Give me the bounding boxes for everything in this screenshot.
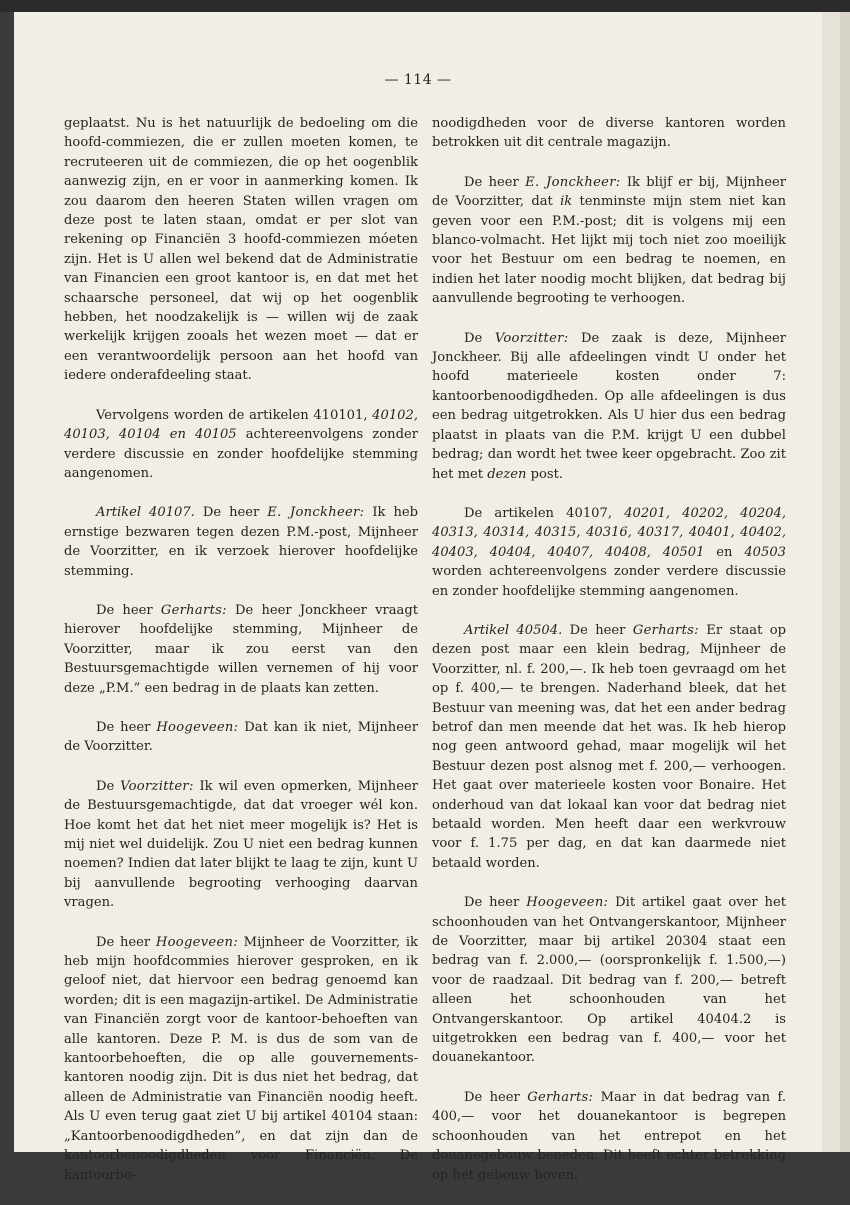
text: De heer (562, 622, 633, 638)
text: Maar in dat bedrag van f. 400,— voor het douanekantoor is begrepen schoonhouden van het entrepot en het douanegebouw beneden. Dit heeft echter betrekking op het gebouw boven. (432, 1089, 786, 1183)
speaker-name: Gerharts: (632, 622, 699, 638)
speaker-name: Hoogeveen: (526, 895, 609, 911)
text: en (704, 544, 745, 560)
paragraph (432, 173, 786, 309)
text: De (464, 330, 495, 346)
text: De heer (464, 174, 526, 190)
text: De heer (194, 505, 268, 521)
page-edge-shadow (840, 12, 850, 1152)
speaker-name: Gerharts: (160, 602, 227, 618)
text: Dit artikel gaat over het schoonhouden van het Ontvangerskantoor, Mijnheer de Voorzitter, maar bij artikel 20304 staat een bedrag van f. 2.000,— (oorspronkelijk f. 1.500,—) voor de raadzaal. Dit bedrag van f. 200,— betreft alleen het schoonhouden van het Ontvangerskantoor. Op artikel 40404.2 is uitgetrokken een bedrag van f. 400,— voor het douanekantoor. (432, 895, 786, 1066)
paragraph (64, 777, 418, 913)
text: De (96, 778, 121, 794)
paragraph: noodigdheden voor de diverse kantoren worden betrokken uit dit centrale magazijn. (432, 116, 786, 151)
page-edge (822, 12, 840, 1152)
paragraph (64, 503, 418, 581)
emphasis: dezen (487, 466, 527, 482)
text: Ik blijf er bij, Mijnheer de Voorzitter, dat (432, 174, 786, 210)
speaker-name: Hoogeveen: (156, 719, 239, 735)
paragraph (64, 933, 418, 1185)
text: De heer (96, 719, 157, 735)
paragraph (432, 893, 786, 1068)
text: Er staat op dezen post maar een klein bedrag, Mijnheer de Voorzitter, nl. f. 200,—. Ik heb toen gevraagd om het op f. 400,— te brengen. Naderhand bleek, dat het Bestuur van meening was, dat het een ander bedrag betrof dan men meende dat het was. Ik heb hierop nog geen antwoord gehad, maar mogelijk wil het Bestuur dezen post alsnog met f. 200,— verhoogen. Het gaat over materieele kosten voor Bonaire. Het onderhoud van dat lokaal kan voor dat bedrag niet betaald worden. Men heeft daar een werkvrouw voor f. 1.75 per dag, en dat kan daarmede niet betaald worden. (432, 622, 786, 871)
text: Mijnheer de Voorzitter, ik heb mijn hoofdcommies hierover gesproken, en ik geloof niet, dat hiervoor een bedrag genoemd kan worden; dit is een magazijn-artikel. De Administratie van Financiën zorgt voor de kantoor-behoeften van alle kantoren. Deze P. M. is dus de som van de kantoorbehoeften, die op alle gouvernements-kantoren noodig zijn. Dit is dus niet het bedrag, dat alleen de Administratie van Financiën noodig heeft. Als U even terug gaat ziet U bij artikel 40104 staan: „Kantoorbenoodigdheden”, en dat zijn dan de kantoorbenoodigdheden voor Financiën. De kantoorbe- (64, 934, 418, 1183)
text: Ik heb ernstige bezwaren tegen dezen P.M.-post, Mijnheer de Voorzitter, en ik verzoek hierover hoofdelijke stemming. (64, 505, 419, 579)
left-column (64, 114, 418, 1205)
paragraph (432, 504, 786, 601)
paragraph: geplaatst. Nu is het natuurlijk de bedoeling om die hoofd-commiezen, die er zullen moeten komen, te recruteeren uit de commiezen, die op het oogenblik aanwezig zijn, en er voor in aanmerking komen. Ik zou daarom den heeren Staten willen vragen om deze post te laten staan, omdat er per slot van rekening op Financiën 3 hoofd-commiezen móeten zijn. Het is U allen wel bekend dat de Administratie van Financien een groot kantoor is, en dat met het schaarsche personeel, dat wij op het oogenblik hebben, het noodzakelijk is — willen wij de zaak werkelijk krijgen zooals het wezen moet — dat er een verantwoordelijk persoon aan het hoofd van iedere onderafdeeling staat. (64, 116, 418, 384)
speaker-name: E. Jonckheer: (525, 174, 621, 190)
paragraph (64, 406, 418, 484)
paragraph (64, 718, 418, 757)
text: De heer (464, 895, 527, 911)
article-numbers: 40102, 40103, 40104 en 40105 (64, 407, 418, 443)
article-heading: Artikel 40107. (96, 505, 195, 521)
text: De artikelen 40107, (464, 505, 625, 521)
text: De heer Jonckheer vraagt hierover hoofdelijke stemming, Mijnheer de Voorzitter, maar ik zou eerst van den Bestuursgemachtigde willen vernemen of hij voor deze „P.M.” een bedrag in de plaats kan zetten. (64, 602, 418, 696)
speaker-name: Voorzitter: (120, 778, 194, 794)
right-column (432, 114, 786, 1205)
text: Ik wil even opmerken, Mijnheer de Bestuursgemachtigde, dat dat vroeger wél kon. Hoe komt het dat het niet meer mogelijk is? Het is mij niet wel duidelijk. Zou U niet een bedrag kunnen noemen? Indien dat later blijkt te laag te zijn, kunt U bij aanvullende begrooting verhooging daarvan vragen. (64, 778, 418, 911)
text: Vervolgens worden de artikelen 410101, (96, 407, 373, 423)
article-heading: Artikel 40504. (464, 622, 563, 638)
speaker-name: Voorzitter: (494, 330, 569, 346)
speaker-name: Hoogeveen: (155, 934, 238, 950)
speaker-name: E. Jonckheer: (267, 505, 365, 521)
page-number: — 114 — (384, 72, 452, 88)
text: De heer (96, 602, 161, 618)
paragraph (432, 329, 786, 484)
paragraph (432, 621, 786, 873)
text: De heer (96, 934, 156, 950)
article-numbers: 40503 (744, 544, 786, 560)
text: De heer (464, 1089, 528, 1105)
text: post. (526, 466, 563, 482)
text: tenminste mijn stem niet kan geven voor een P.M.-post; dit is volgens mij een blanco-volmacht. Het lijkt mij toch niet zoo moeilijk voor het Bestuur om een bedrag te noemen, en indien het later noodig mocht blijken, dat bedrag bij aanvullende begrooting te verhoogen. (432, 194, 786, 307)
scan-top-band (0, 0, 850, 12)
text: Dat kan ik niet, Mijnheer de Voorzitter. (64, 719, 418, 755)
emphasis: ik (560, 194, 573, 210)
paragraph (432, 1088, 786, 1185)
text: De zaak is deze, Mijnheer Jonckheer. Bij alle afdeelingen vindt U onder het hoofd materieele kosten onder 7: kantoorbenoodigdheden. Op alle afdeelingen is dus een bedrag uitgetrokken. Als U hier dus een bedrag plaatst in plaats van die P.M. krijgt U een dubbel bedrag; dan wordt het twee keer opgebracht. Zoo zit het met (432, 330, 786, 482)
text: achtereenvolgens zonder verdere discussie en zonder hoofdelijke stemming aangenomen. (64, 427, 418, 481)
document-page (14, 12, 822, 1183)
article-numbers: 40201, 40202, 40204, 40313, 40314, 40315, 40316, 40317, 40401, 40402, 40403, 40404, 40407, 40408, 40501 (432, 505, 786, 560)
text: worden achtereenvolgens zonder verdere discussie en zonder hoofdelijke stemming aangenomen. (432, 564, 786, 599)
paragraph (64, 601, 418, 698)
speaker-name: Gerharts: (527, 1089, 594, 1105)
